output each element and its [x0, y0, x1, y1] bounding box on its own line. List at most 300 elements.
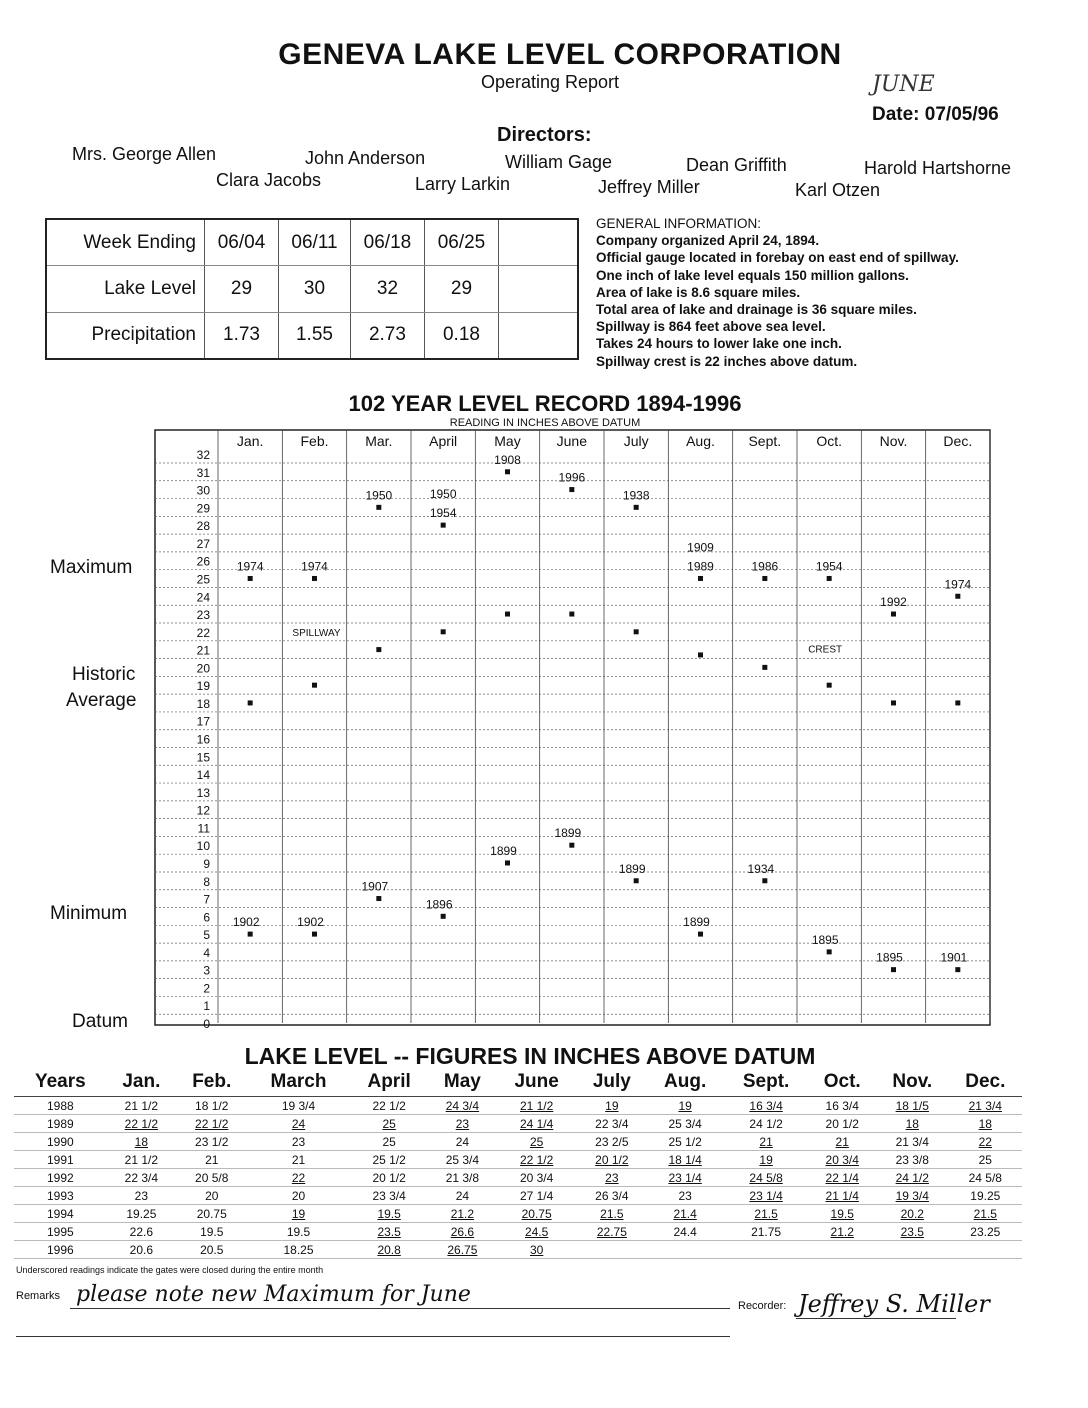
- year-cell: 1989: [46, 1116, 74, 1131]
- level-value: 25 1/2: [372, 1152, 406, 1167]
- table-cell: [496, 1169, 577, 1187]
- table-cell: [107, 1205, 176, 1223]
- table-cell: [14, 1223, 107, 1241]
- y-tick-label: 4: [203, 945, 210, 960]
- director-name: Jeffrey Miller: [598, 177, 700, 197]
- level-value: 24: [455, 1188, 470, 1203]
- y-tick-label: 0: [203, 1017, 210, 1031]
- general-info-line: One inch of lake level equals 150 million gallons.: [596, 267, 909, 283]
- record-year-label: 1950: [429, 487, 457, 502]
- table-cell: [496, 1223, 577, 1241]
- table-cell: [176, 1169, 247, 1187]
- table-cell: [429, 1169, 497, 1187]
- table-cell: [350, 1133, 429, 1151]
- director-name: Dean Griffith: [686, 155, 787, 175]
- level-value: 25: [529, 1134, 544, 1149]
- level-value: 26 3/4: [595, 1188, 629, 1203]
- level-value: 19 3/4: [895, 1188, 929, 1203]
- max-point: [891, 612, 896, 617]
- table-cell: [176, 1241, 247, 1259]
- max-point: [569, 487, 574, 492]
- record-year-label: 1989: [687, 559, 714, 574]
- historic-label: Historic: [72, 664, 136, 685]
- table-cell: [496, 1133, 577, 1151]
- minimum-label: Minimum: [50, 903, 128, 924]
- remarks-handwritten: please note new Maximum for June: [76, 1282, 471, 1307]
- record-year-label: 1934: [747, 861, 775, 876]
- y-tick-label: 20: [196, 661, 210, 676]
- table-cell: [496, 1241, 577, 1259]
- table-cell: [350, 1187, 429, 1205]
- level-value: 26.75: [447, 1242, 478, 1257]
- level-value: 21.2: [830, 1224, 854, 1239]
- record-year-label: 1954: [429, 506, 457, 521]
- maximum-label: Maximum: [50, 557, 133, 578]
- max-point: [955, 594, 960, 599]
- min-point: [955, 967, 960, 972]
- level-value: 25 1/2: [668, 1134, 702, 1149]
- column-header: Feb.: [176, 1068, 247, 1097]
- record-year-label: 1938: [622, 488, 650, 503]
- table-cell: [350, 1151, 429, 1169]
- table-cell: [949, 1241, 1022, 1259]
- record-year-label: 1909: [687, 540, 714, 555]
- table-cell: [176, 1187, 247, 1205]
- general-info-line: Takes 24 hours to lower lake one inch.: [596, 336, 842, 352]
- level-value: 24.4: [673, 1224, 697, 1239]
- record-year-label: 1899: [490, 843, 517, 858]
- year-cell: 1991: [46, 1152, 74, 1167]
- level-value: 25 3/4: [445, 1152, 480, 1167]
- table-cell: [107, 1169, 176, 1187]
- record-year-label: 1974: [301, 559, 328, 574]
- chart-frame: [155, 430, 990, 1025]
- year-cell: 1988: [46, 1098, 74, 1113]
- table-cell: [724, 1115, 809, 1133]
- level-value: 22 1/2: [519, 1152, 554, 1167]
- y-tick-label: 3: [203, 963, 210, 978]
- level-value: 21: [291, 1152, 306, 1167]
- table-cell: [107, 1151, 176, 1169]
- y-tick-label: 22: [196, 625, 210, 640]
- record-year-label: 1996: [558, 470, 586, 485]
- level-value: 23 1/4: [668, 1170, 702, 1185]
- max-point: [441, 523, 446, 528]
- table-cell: [577, 1205, 646, 1223]
- table-cell: [14, 1169, 107, 1187]
- lake-level-table: [14, 1068, 1022, 1259]
- chart-subtitle: READING IN INCHES ABOVE DATUM: [449, 417, 641, 429]
- level-cell: 32: [350, 266, 424, 313]
- month-label: July: [623, 433, 649, 449]
- month-label: Mar.: [365, 433, 393, 449]
- level-value: 23 1/4: [749, 1188, 783, 1203]
- level-cell: 29: [424, 266, 498, 313]
- level-value: 16 3/4: [749, 1098, 783, 1113]
- precip-cell: 2.73: [350, 312, 424, 358]
- table-cell: [724, 1133, 809, 1151]
- month-label: Feb.: [300, 433, 329, 449]
- column-header: Years: [14, 1068, 107, 1097]
- level-value: 21 1/2: [124, 1152, 159, 1167]
- table-row: [14, 1241, 1022, 1259]
- table-cell: [107, 1133, 176, 1151]
- min-point: [312, 932, 317, 937]
- record-year-label: 1899: [683, 915, 710, 930]
- table-cell: [14, 1241, 107, 1259]
- level-value: 21.2: [450, 1206, 475, 1221]
- record-year-label: 1992: [880, 595, 907, 610]
- table-cell: [647, 1133, 724, 1151]
- level-value: 25 3/4: [668, 1116, 702, 1131]
- table-cell: [876, 1223, 949, 1241]
- y-tick-label: 5: [203, 928, 210, 943]
- y-tick-label: 9: [203, 856, 210, 871]
- max-point: [698, 576, 703, 581]
- table-cell: [429, 1205, 497, 1223]
- table-cell: [247, 1205, 349, 1223]
- chart-title: 102 YEAR LEVEL RECORD 1894-1996: [348, 391, 742, 416]
- table-cell: [429, 1115, 497, 1133]
- datum-label: Datum: [72, 1011, 128, 1032]
- table-cell: [949, 1133, 1022, 1151]
- level-value: 21 3/8: [445, 1170, 480, 1185]
- level-value: 24 5/8: [968, 1170, 1002, 1185]
- level-value: 25: [382, 1116, 396, 1131]
- level-value: 19.5: [200, 1224, 224, 1239]
- general-info-heading: GENERAL INFORMATION:: [596, 216, 762, 231]
- month-label: Dec.: [943, 433, 973, 449]
- table-cell: [876, 1115, 949, 1133]
- average-point: [505, 612, 510, 617]
- column-header: July: [577, 1068, 646, 1097]
- min-point: [248, 932, 253, 937]
- recorder-label: Recorder:: [738, 1300, 787, 1312]
- table-cell: [429, 1133, 497, 1151]
- month-label: Oct.: [816, 433, 843, 449]
- table-cell: [876, 1097, 949, 1115]
- y-tick-label: 12: [196, 803, 210, 818]
- table-cell: [350, 1115, 429, 1133]
- week-cell: 06/18: [350, 220, 424, 266]
- table-cell: [107, 1097, 176, 1115]
- table-cell: [809, 1169, 876, 1187]
- table-row: [14, 1205, 1022, 1223]
- level-value: 21 3/4: [968, 1098, 1002, 1113]
- table-row: [14, 1097, 1022, 1115]
- record-year-label: 1907: [361, 879, 389, 894]
- table-cell: [809, 1205, 876, 1223]
- table-row: [14, 1133, 1022, 1151]
- level-value: 18.25: [283, 1242, 314, 1257]
- level-value: 19.5: [377, 1206, 401, 1221]
- y-tick-label: 10: [196, 839, 210, 854]
- min-point: [569, 843, 574, 848]
- level-value: 22 1/2: [372, 1098, 406, 1113]
- table-cell: [247, 1151, 349, 1169]
- table-cell: [577, 1223, 646, 1241]
- level-value: 22: [291, 1170, 306, 1185]
- level-value: 19: [605, 1098, 619, 1113]
- table-cell: [647, 1097, 724, 1115]
- level-value: 24 1/2: [895, 1170, 929, 1185]
- table-row: [14, 1223, 1022, 1241]
- table-cell: [577, 1169, 646, 1187]
- min-point: [698, 932, 703, 937]
- y-tick-label: 19: [196, 679, 210, 694]
- table-cell: [724, 1241, 809, 1259]
- max-point: [376, 505, 381, 510]
- table-cell: [809, 1241, 876, 1259]
- level-value: 19: [759, 1152, 773, 1167]
- record-year-label: 1950: [365, 488, 393, 503]
- month-label: May: [494, 433, 521, 449]
- level-value: 23 1/2: [195, 1134, 229, 1149]
- table-cell: [176, 1151, 247, 1169]
- table-cell: [14, 1187, 107, 1205]
- precip-cell: 0.18: [424, 312, 498, 358]
- min-point: [891, 967, 896, 972]
- column-header: Oct.: [809, 1068, 876, 1097]
- y-tick-label: 11: [197, 821, 210, 836]
- max-point: [312, 576, 317, 581]
- table-cell: [14, 1151, 107, 1169]
- level-value: 25: [978, 1152, 992, 1167]
- remarks-line-2: [16, 1336, 730, 1337]
- table-cell: [247, 1169, 349, 1187]
- y-tick-label: 31: [196, 465, 210, 480]
- record-year-label: 1908: [494, 452, 521, 467]
- table-cell: [809, 1133, 876, 1151]
- column-header: Sept.: [724, 1068, 809, 1097]
- director-name: Clara Jacobs: [216, 170, 322, 190]
- column-header: Jan.: [107, 1068, 176, 1097]
- level-value: 21.5: [973, 1206, 997, 1221]
- average-point: [891, 700, 896, 705]
- level-value: 21 1/2: [519, 1098, 554, 1113]
- table-cell: [429, 1151, 497, 1169]
- table-cell: [876, 1169, 949, 1187]
- level-value: 24 1/2: [749, 1116, 783, 1131]
- column-header: April: [350, 1068, 429, 1097]
- y-tick-label: 24: [196, 590, 210, 605]
- table-row: [14, 1151, 1022, 1169]
- level-value: 23.25: [970, 1224, 1001, 1239]
- table-row: [14, 1187, 1022, 1205]
- y-tick-label: 2: [203, 981, 210, 996]
- table-cell: [577, 1133, 646, 1151]
- director-name: William Gage: [505, 152, 613, 172]
- table-cell: [429, 1187, 497, 1205]
- average-point: [698, 652, 703, 657]
- table-cell: [647, 1151, 724, 1169]
- level-value: 20 3/4: [825, 1152, 859, 1167]
- table-cell: [724, 1187, 809, 1205]
- level-value: 21: [759, 1134, 773, 1149]
- table-cell: [647, 1223, 724, 1241]
- month-label: Jan.: [236, 433, 264, 449]
- table-cell: [876, 1151, 949, 1169]
- level-value: 22 3/4: [595, 1116, 629, 1131]
- level-value: 22: [978, 1134, 992, 1149]
- table-cell: [247, 1115, 349, 1133]
- average-point: [827, 683, 832, 688]
- precip-cell: 1.73: [205, 312, 279, 358]
- table-cell: [350, 1223, 429, 1241]
- y-tick-label: 29: [196, 501, 210, 516]
- table-cell: [724, 1205, 809, 1223]
- level-value: 21.4: [673, 1206, 697, 1221]
- table-cell: [949, 1205, 1022, 1223]
- table-cell: [14, 1133, 107, 1151]
- director-name: Karl Otzen: [795, 180, 881, 200]
- table-cell: [949, 1187, 1022, 1205]
- level-value: 24: [291, 1116, 306, 1131]
- level-value: 19.5: [286, 1224, 311, 1239]
- level-value: 20 5/8: [195, 1170, 229, 1185]
- level-value: 22 1/4: [825, 1170, 859, 1185]
- level-value: 22 3/4: [124, 1170, 159, 1185]
- table-cell: [247, 1133, 349, 1151]
- max-point: [634, 505, 639, 510]
- level-value: 23.5: [377, 1224, 401, 1239]
- column-header: May: [429, 1068, 497, 1097]
- directors-label: Directors:: [497, 124, 592, 146]
- y-tick-label: 18: [196, 696, 210, 711]
- month-label: Aug.: [686, 433, 715, 449]
- level-value: 22.75: [596, 1224, 627, 1239]
- table-cell: [876, 1133, 949, 1151]
- y-tick-label: 30: [196, 483, 210, 498]
- level-value: 23: [678, 1188, 692, 1203]
- director-name: Mrs. George Allen: [72, 144, 217, 164]
- level-value: 22 1/2: [124, 1116, 159, 1131]
- table-cell: [876, 1187, 949, 1205]
- level-value: 20.8: [377, 1242, 401, 1257]
- year-cell: 1996: [46, 1242, 74, 1257]
- table-cell: [496, 1115, 577, 1133]
- table-cell: [724, 1169, 809, 1187]
- level-value: 20.6: [129, 1242, 154, 1257]
- week-cell: 06/25: [424, 220, 498, 266]
- max-point: [248, 576, 253, 581]
- record-year-label: 1902: [232, 915, 260, 930]
- year-cell: 1990: [46, 1134, 74, 1149]
- y-tick-label: 32: [196, 448, 210, 462]
- min-point: [505, 860, 510, 865]
- table-cell: [107, 1115, 176, 1133]
- month-label: June: [556, 433, 588, 449]
- level-value: 19.5: [830, 1206, 854, 1221]
- table-row: [14, 1115, 1022, 1133]
- table-cell: [647, 1187, 724, 1205]
- level-value: 23: [455, 1116, 470, 1131]
- table-cell: [577, 1097, 646, 1115]
- table-cell: [647, 1115, 724, 1133]
- min-point: [634, 878, 639, 883]
- general-info-line: Spillway is 864 feet above sea level.: [596, 319, 826, 335]
- report-subtitle: Operating Report: [480, 72, 620, 92]
- recorder-signature: Jeffrey S. Miller: [798, 1290, 990, 1318]
- table-cell: [876, 1205, 949, 1223]
- record-year-label: 1895: [876, 950, 903, 965]
- month-label: April: [429, 433, 458, 449]
- table-cell: [949, 1151, 1022, 1169]
- table-cell: [724, 1223, 809, 1241]
- level-value: 22.6: [129, 1224, 154, 1239]
- year-cell: 1993: [46, 1188, 74, 1203]
- y-tick-label: 23: [196, 608, 210, 623]
- level-value: 23: [291, 1134, 306, 1149]
- record-year-label: 1902: [297, 915, 324, 930]
- level-value: 23: [605, 1170, 619, 1185]
- lake-level-label: Lake Level: [47, 266, 205, 313]
- table-cell: [429, 1097, 497, 1115]
- level-value: 21 3/4: [895, 1134, 929, 1149]
- lake-level-table-header: [14, 1068, 1022, 1097]
- table-cell: [724, 1097, 809, 1115]
- table-cell: [496, 1097, 577, 1115]
- level-value: 23 3/4: [372, 1188, 406, 1203]
- average-point: [441, 629, 446, 634]
- level-value: 24 5/8: [749, 1170, 783, 1185]
- record-year-label: 1954: [815, 559, 843, 574]
- table-cell: [647, 1169, 724, 1187]
- max-point: [762, 576, 767, 581]
- level-value: 20 3/4: [519, 1170, 554, 1185]
- level-value: 26.6: [450, 1224, 475, 1239]
- y-tick-label: 16: [196, 732, 210, 747]
- column-header: Aug.: [647, 1068, 724, 1097]
- max-point: [827, 576, 832, 581]
- level-value: 25: [382, 1134, 396, 1149]
- table-cell: [247, 1187, 349, 1205]
- level-value: 20 1/2: [825, 1116, 859, 1131]
- record-year-label: 1895: [811, 932, 839, 947]
- report-title: GENEVA LAKE LEVEL CORPORATION: [278, 38, 842, 71]
- y-tick-label: 8: [203, 874, 210, 889]
- table-cell: [176, 1223, 247, 1241]
- precipitation-label: Precipitation: [47, 312, 205, 358]
- level-value: 19: [678, 1098, 692, 1113]
- table-cell: [876, 1241, 949, 1259]
- level-value: 19.25: [126, 1206, 157, 1221]
- week-cell: 06/04: [205, 220, 279, 266]
- level-value: 18 1/2: [195, 1098, 229, 1113]
- lake-level-table-title: LAKE LEVEL -- FIGURES IN INCHES ABOVE DATUM: [244, 1043, 816, 1069]
- level-value: 23 2/5: [595, 1134, 629, 1149]
- table-cell: [647, 1241, 724, 1259]
- table-cell: [724, 1151, 809, 1169]
- table-cell: [496, 1205, 577, 1223]
- table-cell: [577, 1151, 646, 1169]
- recorder-line: [796, 1318, 956, 1319]
- record-year-label: 1901: [940, 950, 968, 965]
- level-value: 20 1/2: [595, 1152, 629, 1167]
- crest-label: CREST: [808, 644, 843, 656]
- table-cell: [350, 1205, 429, 1223]
- record-year-label: 1974: [944, 577, 972, 592]
- general-info-line: Spillway crest is 22 inches above datum.: [596, 353, 858, 369]
- table-cell: [577, 1241, 646, 1259]
- table-cell: [107, 1223, 176, 1241]
- table-cell: [176, 1133, 247, 1151]
- level-value: 18 1/5: [895, 1098, 929, 1113]
- min-point: [762, 878, 767, 883]
- director-name: Larry Larkin: [415, 174, 511, 194]
- average-point: [376, 647, 381, 652]
- level-value: 20.75: [196, 1206, 227, 1221]
